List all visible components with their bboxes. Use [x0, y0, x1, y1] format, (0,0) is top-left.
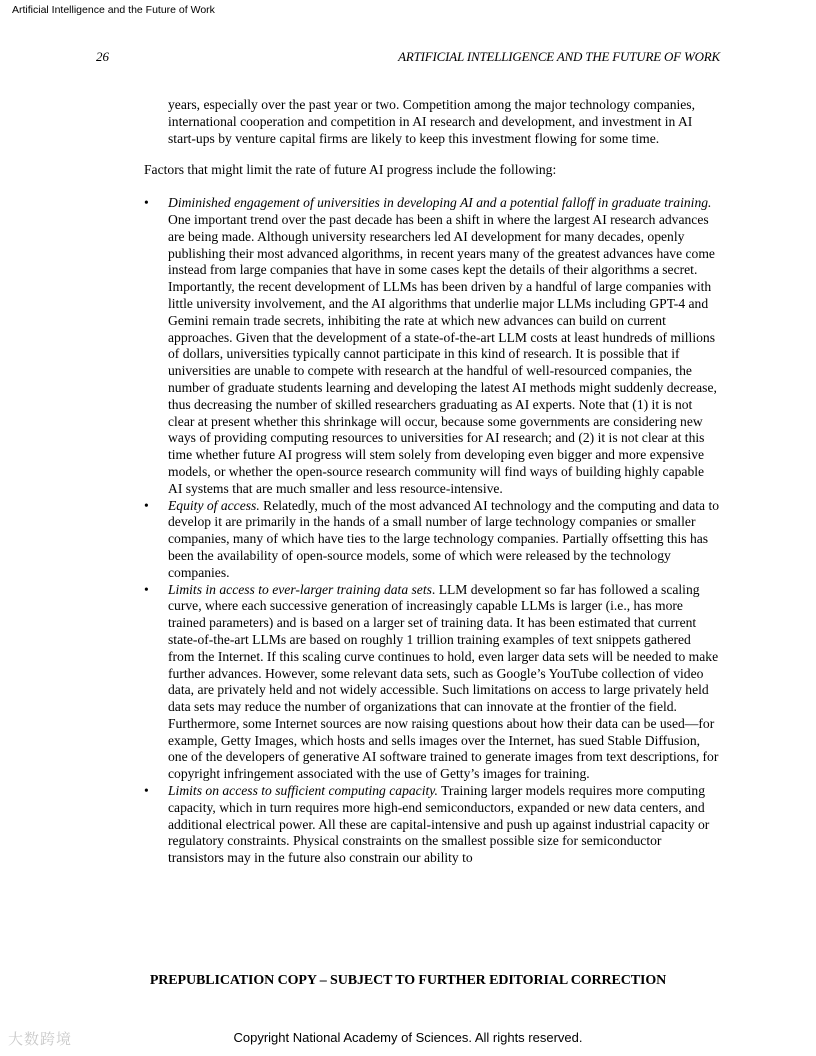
factor-lead: Limits on access to sufficient computing capacity. — [168, 783, 438, 799]
factor-text: Relatedly, much of the most advanced AI technology and the computing and data to develop it are primarily in the hands of a small number of large technology companies or smaller companies, many of which have ties to the large technology companies. Partially offsetting this has been the availability of open-source models, some of which were released by the technology companies. — [168, 497, 720, 580]
copyright-notice: Copyright National Academy of Sciences. All rights reserved. — [233, 1030, 583, 1045]
factor-lead: Limits in access to ever-larger training data sets — [168, 581, 432, 597]
document-window-title: Artificial Intelligence and the Future of Work — [12, 4, 215, 16]
page-number: 26 — [96, 49, 109, 64]
list-item — [144, 498, 720, 582]
bullet-icon: • — [144, 195, 149, 211]
prepublication-notice: PREPUBLICATION COPY – SUBJECT TO FURTHER EDITORIAL CORRECTION — [149, 973, 667, 988]
factor-lead: Diminished engagement of universities in developing AI and a potential falloff in graduate training. — [168, 195, 712, 211]
running-head: ARTIFICIAL INTELLIGENCE AND THE FUTURE OF WORK — [398, 49, 720, 64]
list-item — [144, 582, 720, 784]
bullet-icon: • — [144, 581, 149, 597]
list-item — [144, 783, 720, 867]
factor-text: Training larger models requires more computing capacity, which in turn requires more high-end semiconductors, expanded or new data centers, and additional electrical power. All these are capital-intensive and push up against industrial capacity or regulatory constraints. Physical constraints on the smallest possible size for semiconductor transistors may in the future also constrain our ability to — [168, 783, 710, 866]
factor-lead: Equity of access. — [168, 497, 260, 513]
bullet-icon: • — [144, 783, 149, 799]
list-item — [144, 195, 720, 497]
factors-intro: Factors that might limit the rate of future AI progress include the following: — [144, 162, 557, 178]
bullet-icon: • — [144, 497, 149, 513]
factor-text: One important trend over the past decade has been a shift in where the largest AI research advances are being made. Although university researchers led AI development for many decades, openly publishing their most advanced algorithms, in recent years many of the greatest advances have come instead from large companies that have in some cases kept the details of their algorithms a secret. Importantly, the recent development of LLMs has been driven by a handful of large companies with little university involvement, and the AI algorithms that underlie major LLMs including GPT-4 and Gemini remain trade secrets, inhibiting the rate at which new advances can build on current approaches. Given that the development of a state-of-the-art LLM costs at least hundreds of millions of dollars, universities typically cannot participate in this kind of research. It is possible that if universities are unable to compete with research at the handful of well-resourced companies, the number of graduate students learning and developing the latest AI methods might suddenly decrease, thus decreasing the number of skilled researchers graduating as AI experts. Note that (1) it is not clear at present whether this shrinkage will occur, because some governments are considering new ways of providing computing resources to universities for AI research; and (2) it is not clear at this time whether future AI progress will stem solely from developing even bigger and more expensive models, or whether the open-source research community will find ways of building highly capable AI systems that are much smaller and less resource-intensive. — [168, 211, 717, 496]
watermark-logo: 大数跨境 — [8, 1030, 73, 1048]
factor-text: . LLM development so far has followed a scaling curve, where each successive generation of increasingly capable LLMs is larger (i.e., has more trained parameters) and is based on a larger set of training data. It has been estimated that current state-of-the-art LLMs are based on roughly 1 trillion training examples of text snippets gathered from the Internet. If this scaling curve continues to hold, even larger data sets will be needed to make further advances. However, some relevant data sets, such as Google’s YouTube collection of video data, are privately held and not widely accessible. Such limitations on access to large privately held data sets may reduce the number of organizations that can innovate at the frontier of the field. Furthermore, some Internet sources are now raising questions about how their data can be used—for example, Getty Images, which hosts and sells images over the Internet, has sued Stable Diffusion, one of the developers of generative AI software trained to generate images from text descriptions, for copyright infringement associated with the use of Getty’s images for training. — [168, 581, 719, 782]
factors-list — [144, 195, 720, 867]
continuation-paragraph: years, especially over the past year or two. Competition among the major technology companies, international cooperation and competition in AI research and development, and investment in AI start-ups by venture capital firms are likely to keep this investment flowing for some time. — [168, 97, 695, 146]
page-body — [144, 97, 720, 867]
